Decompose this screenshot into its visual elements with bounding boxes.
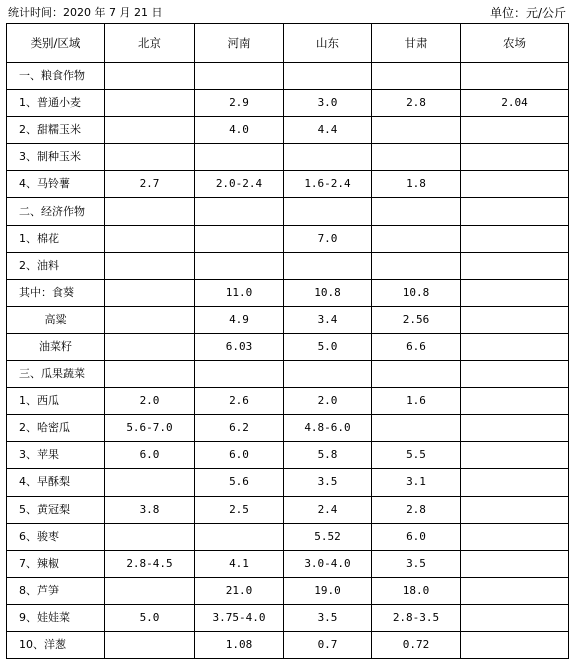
price-cell-shandong bbox=[284, 252, 372, 279]
price-cell-farm bbox=[461, 523, 569, 550]
price-cell-beijing bbox=[105, 361, 195, 388]
price-cell-shandong: 7.0 bbox=[284, 225, 372, 252]
price-cell-farm bbox=[461, 225, 569, 252]
price-cell-henan bbox=[195, 63, 284, 90]
price-cell-henan: 4.0 bbox=[195, 117, 284, 144]
column-header-henan: 河南 bbox=[195, 24, 284, 63]
price-cell-farm bbox=[461, 604, 569, 631]
price-cell-henan: 1.08 bbox=[195, 631, 284, 658]
price-cell-henan: 5.6 bbox=[195, 469, 284, 496]
price-cell-gansu: 1.6 bbox=[372, 388, 461, 415]
row-category-label: 7、辣椒 bbox=[7, 550, 105, 577]
price-cell-shandong: 1.6-2.4 bbox=[284, 171, 372, 198]
price-cell-farm bbox=[461, 252, 569, 279]
row-category-label: 高粱 bbox=[7, 306, 105, 333]
price-cell-beijing: 6.0 bbox=[105, 442, 195, 469]
row-category-label: 8、芦笋 bbox=[7, 577, 105, 604]
row-category-label: 6、骏枣 bbox=[7, 523, 105, 550]
column-header-category: 类别/区域 bbox=[7, 24, 105, 63]
table-row bbox=[7, 523, 569, 550]
table-row bbox=[7, 388, 569, 415]
row-category-label: 9、娃娃菜 bbox=[7, 604, 105, 631]
price-cell-farm bbox=[461, 117, 569, 144]
price-cell-farm bbox=[461, 279, 569, 306]
price-cell-henan bbox=[195, 198, 284, 225]
price-cell-beijing bbox=[105, 523, 195, 550]
price-cell-henan: 2.0-2.4 bbox=[195, 171, 284, 198]
row-category-label: 3、苹果 bbox=[7, 442, 105, 469]
price-cell-beijing bbox=[105, 469, 195, 496]
price-cell-farm bbox=[461, 144, 569, 171]
row-category-label: 5、黄冠梨 bbox=[7, 496, 105, 523]
price-cell-shandong bbox=[284, 144, 372, 171]
price-cell-beijing bbox=[105, 333, 195, 360]
price-cell-gansu: 2.8-3.5 bbox=[372, 604, 461, 631]
price-cell-beijing bbox=[105, 252, 195, 279]
table-row bbox=[7, 361, 569, 388]
price-cell-gansu: 18.0 bbox=[372, 577, 461, 604]
price-cell-henan: 6.03 bbox=[195, 333, 284, 360]
price-cell-beijing bbox=[105, 225, 195, 252]
row-category-label: 油菜籽 bbox=[7, 333, 105, 360]
price-cell-beijing bbox=[105, 306, 195, 333]
price-cell-gansu: 3.1 bbox=[372, 469, 461, 496]
table-row bbox=[7, 469, 569, 496]
table-row bbox=[7, 442, 569, 469]
table-row bbox=[7, 550, 569, 577]
row-category-label: 4、早酥梨 bbox=[7, 469, 105, 496]
price-cell-farm bbox=[461, 415, 569, 442]
price-cell-henan bbox=[195, 252, 284, 279]
price-cell-farm bbox=[461, 388, 569, 415]
price-cell-gansu: 0.72 bbox=[372, 631, 461, 658]
column-header-gansu: 甘肃 bbox=[372, 24, 461, 63]
price-cell-beijing bbox=[105, 198, 195, 225]
price-cell-shandong: 3.0 bbox=[284, 90, 372, 117]
price-cell-farm bbox=[461, 577, 569, 604]
table-row bbox=[7, 198, 569, 225]
price-cell-farm bbox=[461, 63, 569, 90]
row-category-label: 2、甜糯玉米 bbox=[7, 117, 105, 144]
column-header-farm: 农场 bbox=[461, 24, 569, 63]
row-category-label: 一、粮食作物 bbox=[7, 63, 105, 90]
price-cell-henan: 3.75-4.0 bbox=[195, 604, 284, 631]
price-cell-henan: 21.0 bbox=[195, 577, 284, 604]
price-cell-farm bbox=[461, 496, 569, 523]
price-cell-beijing bbox=[105, 63, 195, 90]
price-cell-farm bbox=[461, 306, 569, 333]
column-header-beijing: 北京 bbox=[105, 24, 195, 63]
table-row bbox=[7, 496, 569, 523]
price-cell-beijing bbox=[105, 577, 195, 604]
price-cell-gansu: 10.8 bbox=[372, 279, 461, 306]
price-cell-gansu: 2.56 bbox=[372, 306, 461, 333]
price-cell-shandong: 4.4 bbox=[284, 117, 372, 144]
price-cell-farm bbox=[461, 550, 569, 577]
table-row bbox=[7, 225, 569, 252]
price-cell-gansu: 2.8 bbox=[372, 90, 461, 117]
price-cell-shandong: 3.5 bbox=[284, 469, 372, 496]
price-cell-shandong: 2.4 bbox=[284, 496, 372, 523]
price-cell-shandong: 10.8 bbox=[284, 279, 372, 306]
price-cell-farm bbox=[461, 442, 569, 469]
statistics-time: 统计时间：2020 年 7 月 21 日 bbox=[8, 6, 163, 19]
price-cell-henan bbox=[195, 361, 284, 388]
price-cell-beijing: 2.0 bbox=[105, 388, 195, 415]
price-cell-shandong: 5.8 bbox=[284, 442, 372, 469]
price-cell-farm bbox=[461, 469, 569, 496]
price-cell-henan bbox=[195, 225, 284, 252]
price-table bbox=[6, 23, 569, 659]
column-header-shandong: 山东 bbox=[284, 24, 372, 63]
price-cell-beijing bbox=[105, 117, 195, 144]
price-cell-beijing: 3.8 bbox=[105, 496, 195, 523]
price-cell-beijing bbox=[105, 279, 195, 306]
price-cell-shandong bbox=[284, 361, 372, 388]
price-cell-henan: 11.0 bbox=[195, 279, 284, 306]
price-cell-gansu bbox=[372, 144, 461, 171]
price-cell-gansu: 1.8 bbox=[372, 171, 461, 198]
price-cell-beijing: 5.6-7.0 bbox=[105, 415, 195, 442]
table-row bbox=[7, 171, 569, 198]
table-body bbox=[7, 63, 569, 659]
row-category-label: 其中：食葵 bbox=[7, 279, 105, 306]
price-cell-farm bbox=[461, 333, 569, 360]
price-cell-gansu: 3.5 bbox=[372, 550, 461, 577]
price-cell-beijing: 2.8-4.5 bbox=[105, 550, 195, 577]
table-row bbox=[7, 117, 569, 144]
table-row bbox=[7, 90, 569, 117]
price-cell-shandong bbox=[284, 63, 372, 90]
price-cell-gansu: 6.0 bbox=[372, 523, 461, 550]
price-cell-farm: 2.04 bbox=[461, 90, 569, 117]
price-cell-beijing bbox=[105, 90, 195, 117]
price-cell-farm bbox=[461, 171, 569, 198]
price-cell-gansu: 6.6 bbox=[372, 333, 461, 360]
table-row bbox=[7, 144, 569, 171]
row-category-label: 10、洋葱 bbox=[7, 631, 105, 658]
price-cell-beijing: 2.7 bbox=[105, 171, 195, 198]
row-category-label: 1、普通小麦 bbox=[7, 90, 105, 117]
price-cell-beijing: 5.0 bbox=[105, 604, 195, 631]
price-cell-farm bbox=[461, 631, 569, 658]
price-cell-gansu: 2.8 bbox=[372, 496, 461, 523]
table-row bbox=[7, 631, 569, 658]
price-cell-henan: 2.9 bbox=[195, 90, 284, 117]
table-row bbox=[7, 279, 569, 306]
table-row bbox=[7, 252, 569, 279]
price-cell-gansu bbox=[372, 252, 461, 279]
price-cell-henan: 4.1 bbox=[195, 550, 284, 577]
price-cell-henan: 2.6 bbox=[195, 388, 284, 415]
row-category-label: 三、瓜果蔬菜 bbox=[7, 361, 105, 388]
price-cell-gansu bbox=[372, 361, 461, 388]
price-cell-henan: 6.0 bbox=[195, 442, 284, 469]
price-cell-shandong: 3.4 bbox=[284, 306, 372, 333]
price-cell-shandong: 19.0 bbox=[284, 577, 372, 604]
price-cell-beijing bbox=[105, 631, 195, 658]
price-cell-henan: 4.9 bbox=[195, 306, 284, 333]
row-category-label: 2、哈密瓜 bbox=[7, 415, 105, 442]
price-cell-gansu bbox=[372, 198, 461, 225]
price-cell-henan: 6.2 bbox=[195, 415, 284, 442]
unit-label: 单位：元/公斤 bbox=[489, 6, 566, 20]
table-header-row bbox=[7, 24, 569, 63]
row-category-label: 4、马铃薯 bbox=[7, 171, 105, 198]
table-row bbox=[7, 63, 569, 90]
price-cell-farm bbox=[461, 198, 569, 225]
price-cell-gansu bbox=[372, 63, 461, 90]
price-cell-gansu bbox=[372, 117, 461, 144]
table-row bbox=[7, 306, 569, 333]
price-cell-gansu: 5.5 bbox=[372, 442, 461, 469]
price-cell-beijing bbox=[105, 144, 195, 171]
row-category-label: 二、经济作物 bbox=[7, 198, 105, 225]
price-cell-gansu bbox=[372, 415, 461, 442]
row-category-label: 2、油料 bbox=[7, 252, 105, 279]
table-row bbox=[7, 604, 569, 631]
price-cell-henan: 2.5 bbox=[195, 496, 284, 523]
price-cell-shandong: 2.0 bbox=[284, 388, 372, 415]
table-row bbox=[7, 577, 569, 604]
price-cell-shandong bbox=[284, 198, 372, 225]
price-cell-shandong: 5.0 bbox=[284, 333, 372, 360]
price-cell-shandong: 3.0-4.0 bbox=[284, 550, 372, 577]
price-cell-shandong: 5.52 bbox=[284, 523, 372, 550]
price-cell-shandong: 4.8-6.0 bbox=[284, 415, 372, 442]
price-cell-gansu bbox=[372, 225, 461, 252]
table-row bbox=[7, 415, 569, 442]
price-cell-henan bbox=[195, 523, 284, 550]
price-cell-shandong: 0.7 bbox=[284, 631, 372, 658]
row-category-label: 1、西瓜 bbox=[7, 388, 105, 415]
table-row bbox=[7, 333, 569, 360]
row-category-label: 1、棉花 bbox=[7, 225, 105, 252]
price-cell-henan bbox=[195, 144, 284, 171]
price-cell-farm bbox=[461, 361, 569, 388]
price-cell-shandong: 3.5 bbox=[284, 604, 372, 631]
row-category-label: 3、制种玉米 bbox=[7, 144, 105, 171]
